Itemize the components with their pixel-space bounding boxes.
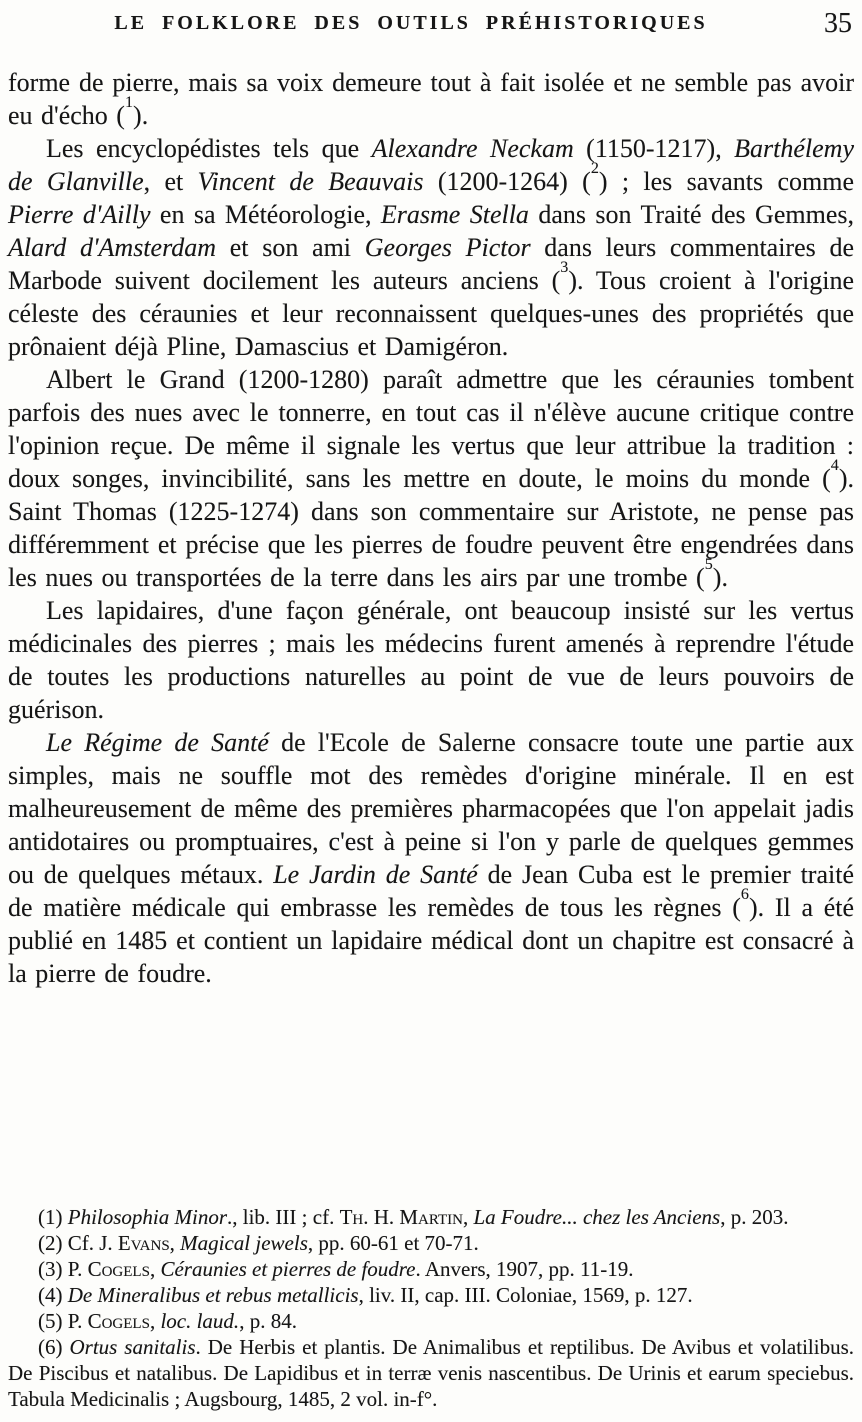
body-paragraph: Les lapidaires, d'une façon générale, ont beaucoup insisté sur les vertus médicinales des pierres ; mais les médecins furent amenés à reprendre l'étude de toutes les productions naturelles au point de vue de leurs pouvoirs de guérison.: [8, 596, 854, 724]
body-paragraph-continuation: forme de pierre, mais sa voix demeure tout à fait isolée et ne semble pas avoir eu d'écho ($^1$).: [8, 68, 854, 130]
footnote-4: (4) De Mineralibus et rebus metallicis, liv. II, cap. III. Coloniae, 1569, p. 127.: [38, 1283, 693, 1307]
footnotes-block: [8, 1174, 854, 1412]
footnote-1: (1) Philosophia Minor., lib. III ; cf. Th. H. Martin, La Foudre... chez les Anciens, p. 203.: [38, 1205, 789, 1229]
page-number: 35: [824, 8, 852, 39]
footnote-3: (3) P. Cogels, Céraunies et pierres de foudre. Anvers, 1907, pp. 11-19.: [38, 1257, 634, 1281]
footnote-2: (2) Cf. J. Evans, Magical jewels, pp. 60-61 et 70-71.: [38, 1231, 479, 1255]
running-header: [8, 10, 854, 42]
footnote-6: (6) Ortus sanitalis. De Herbis et plantis. De Animalibus et reptilibus. De Avibus et volatilibus. De Piscibus et natalibus. De Lapidibus et in terræ venis nascentibus. De Urinis et earum speciebus. Tabula Medicinalis ; Augsbourg, 1485, 2 vol. in-f°.: [8, 1335, 854, 1411]
body-paragraph: Les encyclopédistes tels que Alexandre Neckam (1150-1217), Barthélemy de Glanville, et Vincent de Beauvais (1200-1264) ($^2$) ; les savants comme Pierre d'Ailly en sa Météorologie, Erasme Stella dans son Traité des Gemmes, Alard d'Amsterdam et son ami Georges Pictor dans leurs commentaires de Marbode suivent docilement les auteurs anciens ($^3$). Tous croient à l'origine céleste des céraunies et leur reconnaissent quelques-unes des propriétés que prônaient déjà Pline, Damascius et Damigéron.: [8, 134, 855, 361]
body-text: [8, 66, 854, 990]
running-title: LE FOLKLORE DES OUTILS PRÉHISTORIQUES: [114, 12, 708, 34]
body-paragraph: Le Régime de Santé de l'Ecole de Salerne consacre toute une partie aux simples, mais ne souffle mot des remèdes d'origine minérale. Il en est malheureusement de même des premières pharmacopées que l'on appelait jadis antidotaires ou promptuaires, c'est à peine si l'on y parle de quelques gemmes ou de quelques métaux. Le Jardin de Santé de Jean Cuba est le premier traité de matière médicale qui embrasse les remèdes de tous les règnes ($^6$). Il a été publié en 1485 et contient un lapidaire médical dont un chapitre est consacré à la pierre de foudre.: [8, 728, 855, 988]
footnote-5: (5) P. Cogels, loc. laud., p. 84.: [38, 1309, 297, 1333]
body-paragraph: Albert le Grand (1200-1280) paraît admettre que les céraunies tombent parfois des nues avec le tonnerre, en tout cas il n'élève aucune critique contre l'opinion reçue. De même il signale les vertus que leur attribue la tradition : doux songes, invincibilité, sans les mettre en doute, le moins du monde ($^4$). Saint Thomas (1225-1274) dans son commentaire sur Aristote, ne pense pas différemment et précise que les pierres de foudre peuvent être engendrées dans les nues ou transportées de la terre dans les airs par une trombe ($^5$).: [8, 365, 854, 592]
